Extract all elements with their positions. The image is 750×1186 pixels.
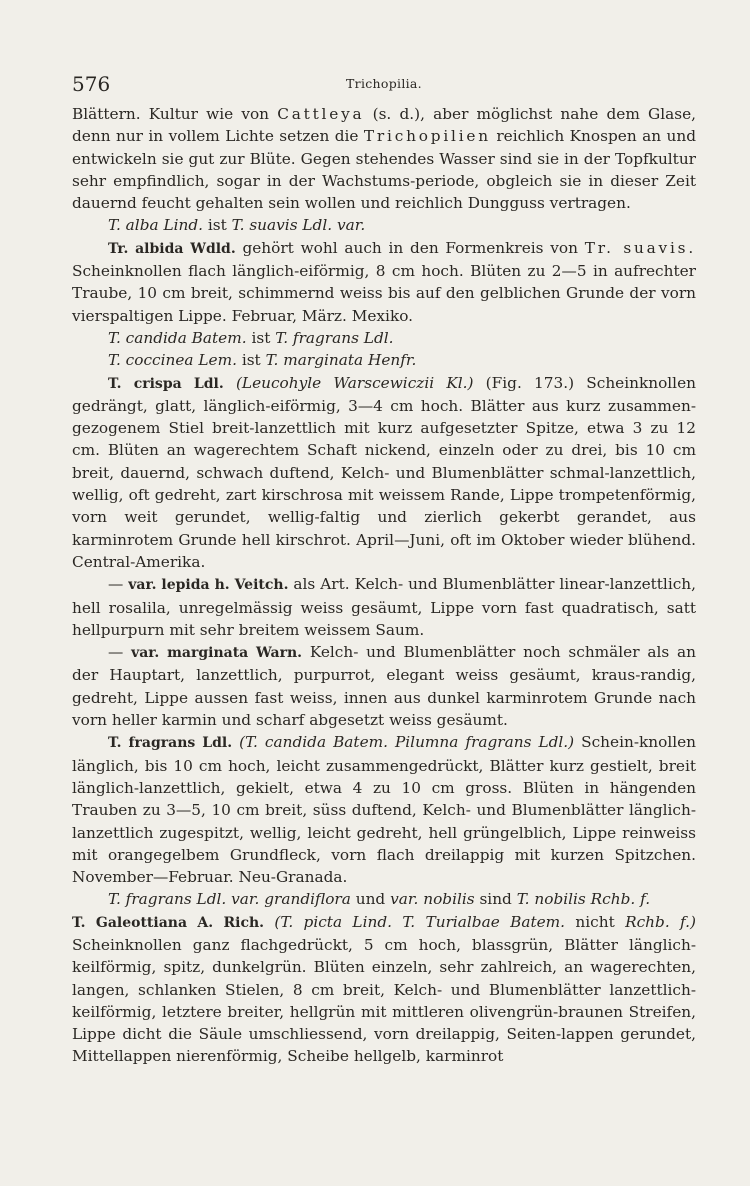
text-run: nicht [565, 912, 626, 931]
entry-var-lepida [72, 573, 696, 641]
variety-dash: — [108, 575, 129, 594]
synonym-target: T. marginata Henfr. [265, 351, 417, 370]
genus-spaced: Trichopilien [363, 127, 491, 146]
synonym-note: Rchb. f.) [625, 912, 696, 931]
synonym-candida [72, 327, 696, 349]
page-number: 576 [72, 72, 111, 96]
synonym-note: (Leucohyle Warscewiczii Kl.) [223, 373, 474, 392]
text-run: ist [236, 351, 266, 370]
synonym-name: T. candida Batem. [108, 328, 247, 347]
synonym-alba [72, 214, 696, 236]
text-run: als Art. Kelch- und Blumenblätter linear-lanzettlich, hell rosalila, unregelmässig weiss gesäumt, Lippe vorn fast quadratisch, satt hellpurpurn mit sehr breitem weissem Saum. [72, 575, 696, 639]
text-run: gehört wohl auch in den Formenkreis von [235, 238, 585, 257]
synonym-name: var. nobilis [390, 890, 475, 909]
text-run: Scheinknollen ganz flachgedrückt, 5 cm hoch, blassgrün, Blätter länglich-keilförmig, spitz, dunkelgrün. Blüten einzeln, sehr zahlreich, an wagerechten, langen, schlanken Stielen, 8 cm breit, Kelch- und Blumenblätter lanzettlich-keilförmig, letztere breiter, hellgrün mit mittleren olivengrün-braunen Streifen, Lippe dicht die Säule umschliessend, vorn dreilappig, Seiten-lappen gerundet, Mittellappen nierenförmig, Scheibe hellgelb, karminrot [72, 935, 696, 1066]
synonym-name: T. coccinea Lem. [108, 351, 237, 370]
variety-name: var. marginata Warn. [131, 645, 303, 662]
genus-spaced: Tr. suavis. [584, 238, 696, 257]
genus-spaced: Cattleya [277, 105, 365, 123]
paragraph-culture [72, 103, 696, 214]
text-run: (Fig. 173.) Scheinknollen gedrängt, glatt, länglich-eiförmig, 3—4 cm hoch. Blätter aus kurz zusammen-gezogenem Stiel breit-lanzettlich mit kurz aufgesetzter Spitze, etwa 3 zu 12 cm. Blüten an wagerechtem Schaft nickend, einzeln oder zu drei, bis 10 cm breit, dauernd, schwach duftend, Kelch- und Blumenblätter schmal-lanzettlich, wellig, oft gedreht, zart kirschrosa mit weissem Rande, Lippe trompetenförmig, vorn weit gerundet, wellig-faltig und zierlich gekerbt gerandet, aus karminrotem Grunde hell kirschrot. April—Juni, oft im Oktober wieder blühend. Central-Amerika. [72, 373, 696, 571]
synonym-note: (T. candida Batem. Pilumna fragrans Ldl.) [232, 733, 575, 752]
text-run: Scheinknollen flach länglich-eiförmig, 8 cm hoch. Blüten zu 2—5 in aufrechter Traube, 10 cm breit, schimmernd weiss bis auf den gelblichen Grunde der vorn vierspaltigen Lippe. Februar, März. Mexiko. [72, 262, 696, 325]
text-run: reichlich Knospen an und entwickeln sie gut zur Blüte. Gegen stehendes Wasser sind sie in der Topfkultur sehr empfindlich, sogar in der Wachstums-periode, obgleich sie in dieser Zeit dauernd feucht gehalten sein wollen und reichlich Dungguss vertragen. [72, 127, 696, 213]
text-run: Schein-knollen länglich, bis 10 cm hoch, leicht zusammengedrückt, Blätter kurz gestielt, breit länglich-lanzettlich, gekielt, etwa 4 zu 10 cm gross. Blüten in hängenden Trauben zu 3—5, 10 cm breit, süss duftend, Kelch- und Blumenblätter länglich-lanzettlich zugespitzt, wellig, leicht gedreht, hell grüngelblich, Lippe reinweiss mit orangegelbem Grundfleck, vorn flach dreilappig mit kurzen Spitzchen. November—Februar. Neu-Granada. [72, 733, 697, 887]
entry-var-marginata [72, 641, 696, 731]
species-name: T. fragrans Ldl. [108, 735, 233, 752]
text-run: Kelch- und Blumenblätter noch schmäler als an der Hauptart, lanzettlich, purpurrot, elegant weiss gesäumt, kraus-randig, gedreht, Lippe aussen fast weiss, innen aus dunkel karminrotem Grunde nach vorn heller karmin und scharf abgesetzt weiss gesäumt. [72, 643, 696, 730]
text-run: ist [246, 328, 276, 347]
entry-albida [72, 237, 696, 327]
entry-fragrans [72, 731, 696, 888]
variety-dash: — [108, 643, 132, 662]
synonym-fragrans-vars [72, 888, 696, 910]
entry-galeottiana [72, 911, 696, 1068]
synonym-name: T. alba Lind. [108, 216, 204, 235]
text-run: und [350, 890, 391, 909]
text-run: ist [203, 216, 232, 235]
entry-crispa [72, 372, 696, 574]
synonym-target: T. suavis Ldl. var. [231, 216, 366, 235]
page-header [72, 72, 696, 94]
synonym-coccinea [72, 349, 696, 371]
text-run: Blättern. Kultur wie von [72, 105, 278, 123]
variety-name: var. lepida h. Veitch. [128, 577, 289, 594]
species-name: T. crispa Ldl. [108, 375, 224, 392]
synonym-target: T. nobilis Rchb. f. [516, 890, 651, 909]
synonym-note: (T. picta Lind. T. Turialbae Batem. [264, 912, 566, 931]
species-name: T. Galeottiana A. Rich. [72, 914, 265, 931]
text-run: (s. d.), aber möglichst nahe dem Glase, denn nur in vollem Lichte setzen die [72, 105, 696, 146]
species-name: Tr. albida Wdld. [108, 240, 236, 257]
synonym-target: T. fragrans Ldl. [275, 328, 394, 347]
running-head: Trichopilia. [346, 76, 422, 91]
page-body [72, 103, 696, 1068]
synonym-name: T. fragrans Ldl. var. grandiflora [108, 890, 351, 909]
text-run: sind [474, 890, 517, 909]
